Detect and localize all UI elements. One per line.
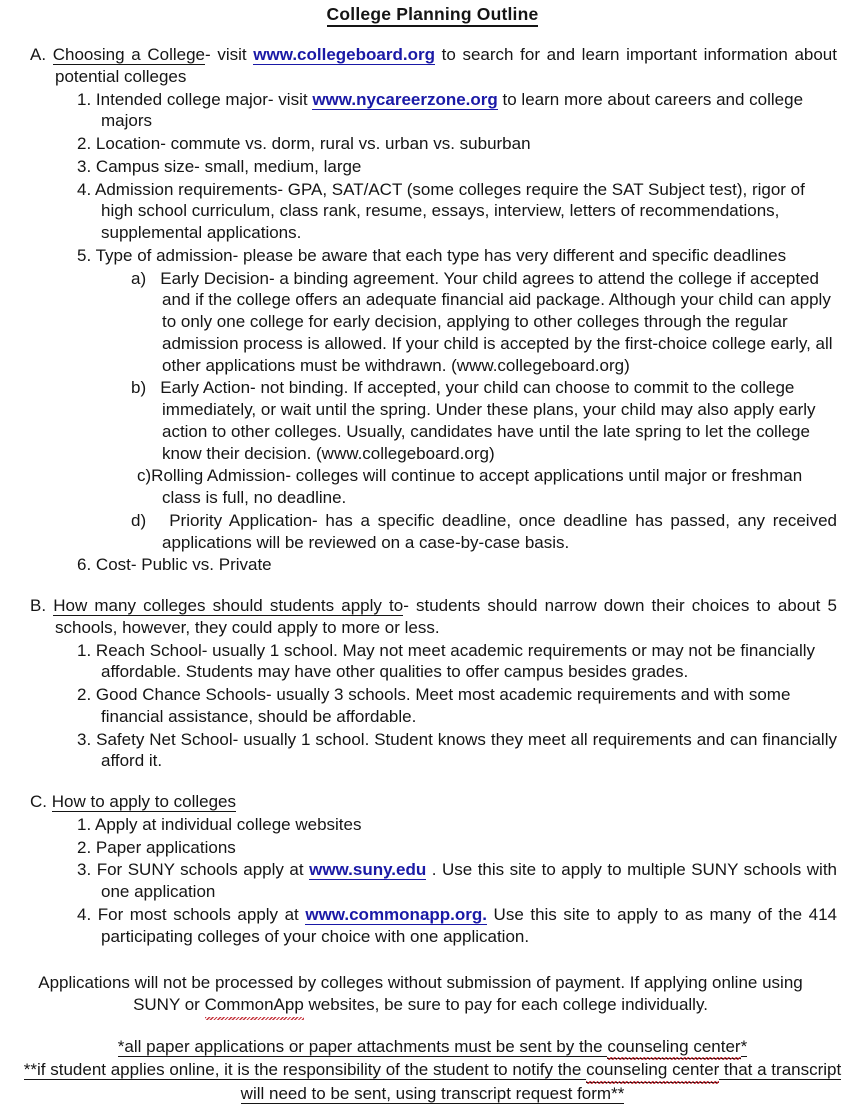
sub-item-marker: c) xyxy=(137,466,152,486)
item-marker: 6. xyxy=(77,555,92,575)
closing-text-post: websites, be sure to pay for each college individually. xyxy=(303,995,708,1015)
section-c-marker: C. xyxy=(30,792,47,812)
item-text: Safety Net School- usually 1 school. Student knows they meet all requirements and can financially afford it. xyxy=(96,729,837,771)
footnote-two xyxy=(12,1059,853,1105)
sub-item-text: Rolling Admission- colleges will continue to accept applications until major or freshman class is full, no deadline. xyxy=(151,466,803,508)
footnote-one-post: * xyxy=(740,1036,748,1056)
item-marker: 3. xyxy=(77,860,92,880)
list-item xyxy=(0,814,837,836)
footnote-one-pre: *all paper applications or paper attachments must be sent by the xyxy=(117,1036,608,1056)
item-text: Cost- Public vs. Private xyxy=(95,555,272,575)
section-b-heading xyxy=(0,595,837,639)
item-text-pre: For SUNY schools apply at xyxy=(96,860,310,880)
sub-list-item xyxy=(0,510,837,554)
page-title-text: College Planning Outline xyxy=(327,4,539,27)
list-item xyxy=(0,89,837,133)
section-a-intro-pre: - visit xyxy=(205,45,254,65)
spellcheck-commonapp: CommonApp xyxy=(205,994,304,1017)
section-gap xyxy=(0,1018,865,1036)
item-text: Location- commute vs. dorm, rural vs. urban vs. suburban xyxy=(95,134,531,154)
section-a-marker: A. xyxy=(30,45,47,65)
list-item xyxy=(0,837,837,859)
sub-item-text: Priority Application- has a specific deadline, once deadline has passed, any received applications will be reviewed on a case-by-case basis. xyxy=(162,510,837,552)
link-nycareerzone[interactable]: www.nycareerzone.org xyxy=(312,89,498,109)
item-marker: 3. xyxy=(77,156,92,176)
item-text-pre: Intended college major- visit xyxy=(95,89,313,109)
link-commonapp[interactable]: www.commonapp.org. xyxy=(305,904,487,924)
sub-list-item xyxy=(0,377,837,464)
item-marker: 3. xyxy=(77,729,92,749)
footnote-one xyxy=(12,1036,853,1060)
section-b-marker: B. xyxy=(30,596,47,616)
item-marker: 2. xyxy=(77,837,92,857)
item-marker: 4. xyxy=(77,179,92,199)
section-a-title: Choosing a College xyxy=(52,45,205,65)
spellcheck-counseling-center: counseling center xyxy=(586,1059,719,1083)
link-suny[interactable]: www.suny.edu xyxy=(309,860,427,880)
link-collegeboard[interactable]: www.collegeboard.org xyxy=(253,45,435,65)
list-item xyxy=(0,904,837,948)
footnote-two-post: that a transcript will need to be sent, using transcript request form** xyxy=(240,1060,842,1104)
item-marker: 1. xyxy=(77,89,92,109)
item-text-post: Use this site to apply to as many of the 414 participating colleges of your choice with one application. xyxy=(101,904,837,946)
sub-item-text: Early Decision- a binding agreement. Your child agrees to attend the college if accepted and if the college offers an adequate financial aid package. Although your child can apply to only one college for early decision, applying to other colleges through the regular admission process is allowed. If your child is accepted by the first-choice college early, all other applications must be withdrawn. (www.collegeboard.org) xyxy=(160,268,833,375)
item-marker: 2. xyxy=(77,685,92,705)
closing-paragraph xyxy=(34,972,807,1017)
section-gap xyxy=(0,773,865,791)
item-text-pre: For most schools apply at xyxy=(97,904,306,924)
section-b-intro: - students should narrow down their choices to about 5 schools, however, they could apply to more or less. xyxy=(55,596,837,637)
item-text: Paper applications xyxy=(95,837,236,857)
list-item xyxy=(0,554,837,576)
section-gap xyxy=(0,948,865,972)
sub-list-item xyxy=(0,268,837,377)
list-item xyxy=(0,133,837,155)
item-marker: 1. xyxy=(77,814,92,834)
item-marker: 4. xyxy=(77,904,92,924)
item-marker: 5. xyxy=(77,245,92,265)
footnote-two-pre: **if student applies online, it is the responsibility of the student to notify the xyxy=(23,1060,587,1080)
sub-item-text: Early Action- not binding. If accepted, your child can choose to commit to the college immediately, or wait until the spring. Under these plans, your child may also apply early action to other colleges. Usually, candidates have until the late spring to let the college know their decision. (www.collegeboard.org) xyxy=(160,378,816,463)
item-marker: 2. xyxy=(77,134,92,154)
section-gap xyxy=(0,577,865,595)
list-item xyxy=(0,245,837,267)
list-item xyxy=(0,640,837,684)
list-item xyxy=(0,179,837,244)
spellcheck-counseling-center: counseling center xyxy=(607,1036,740,1060)
item-text: Good Chance Schools- usually 3 schools. Meet most academic requirements and with some financial assistance, should be affordable. xyxy=(95,685,791,726)
section-b-title: How many colleges should students apply to xyxy=(53,596,404,616)
item-marker: 1. xyxy=(77,640,92,660)
sub-item-marker: d) xyxy=(131,510,147,530)
section-c-title: How to apply to colleges xyxy=(51,792,237,812)
item-text: Apply at individual college websites xyxy=(94,814,362,834)
closing-text-pre: Applications will not be processed by colleges without submission of payment. If applying online using SUNY or xyxy=(38,973,803,1015)
item-text: Campus size- small, medium, large xyxy=(95,156,362,176)
section-c-heading xyxy=(0,791,837,813)
list-item xyxy=(0,729,837,773)
page-title xyxy=(0,0,865,24)
list-item xyxy=(0,859,837,903)
section-a-heading xyxy=(0,44,837,88)
item-text-post: . Use this site to apply to multiple SUNY schools with one application xyxy=(101,860,837,902)
item-text: Admission requirements- GPA, SAT/ACT (some colleges require the SAT Subject test), rigor of high school curriculum, class rank, resume, essays, interview, letters of recommendations, supplemental applications. xyxy=(94,179,805,243)
sub-item-marker: a) xyxy=(131,268,147,288)
item-text-post: to learn more about careers and college majors xyxy=(101,89,804,131)
list-item xyxy=(0,684,837,728)
list-item xyxy=(0,156,837,178)
sub-list-item xyxy=(0,465,837,509)
section-a-intro-post: to search for and learn important information about potential colleges xyxy=(55,45,837,86)
item-text: Reach School- usually 1 school. May not meet academic requirements or may not be financially affordable. Students may have other qualities to offer campus besides grades. xyxy=(95,640,815,682)
item-text: Type of admission- please be aware that each type has very different and specific deadlines xyxy=(95,245,787,265)
sub-item-marker: b) xyxy=(131,378,147,398)
